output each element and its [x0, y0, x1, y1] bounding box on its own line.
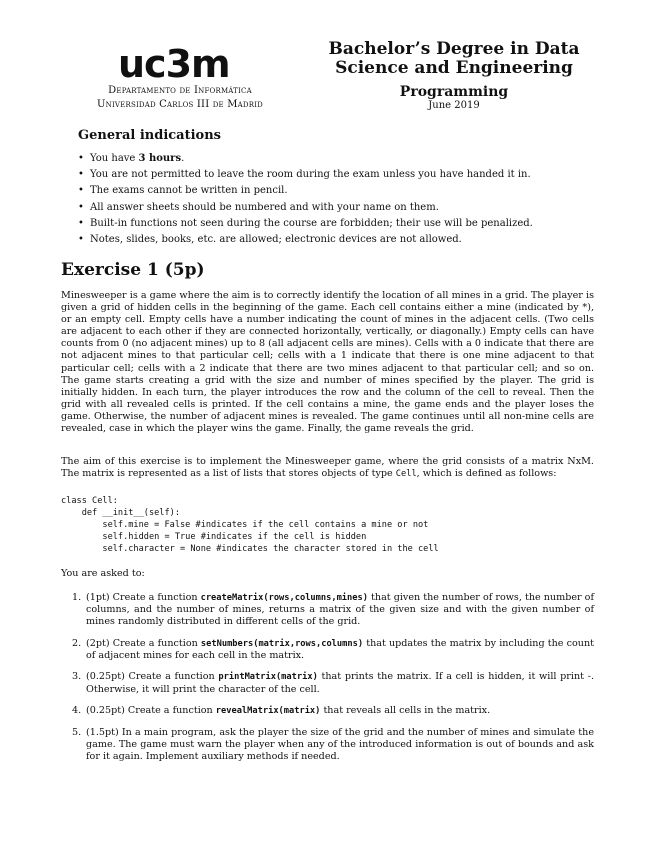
exercise-title: Exercise 1 (5p) — [61, 260, 205, 280]
exam-date: June 2019 — [428, 100, 480, 111]
list-item: 1. (1pt) Create a function createMatrix(rows,columns,mines) that given the number of rows, the number of columns, and the number of mines, returns a matrix of the given size and with the given number of mines randomly distributed in different cells of the grid. — [72, 592, 594, 628]
function-signature: createMatrix(rows,columns,mines) — [200, 593, 368, 603]
department-name: Departamento de Informática — [108, 85, 252, 96]
list-item: • Built-in functions not seen during the course are forbidden; their use will be penalized. — [78, 216, 578, 232]
tasks-intro: You are asked to: — [61, 568, 145, 579]
list-item: • Notes, slides, books, etc. are allowed; electronic devices are not allowed. — [78, 232, 578, 248]
exercise-aim: The aim of this exercise is to implement the Minesweeper game, where the grid consists of a matrix NxM. The matrix is represented as a list of lists that stores objects of type Cell, which is defined as follows: — [61, 456, 594, 480]
inline-code: Cell — [395, 469, 417, 480]
list-item: 4. (0.25pt) Create a function revealMatrix(matrix) that reveals all cells in the matrix. — [72, 705, 491, 717]
university-name: Universidad Carlos III de Madrid — [97, 99, 263, 110]
degree-title — [320, 40, 588, 78]
list-item: 5. (1.5pt) In a main program, ask the player the size of the grid and the number of mines and simulate the game. The game must warn the player when any of the introduced information is out of bounds and ask for it again. Implement auxiliary methods if needed. — [72, 726, 594, 762]
department-block — [60, 84, 300, 112]
list-item: • All answer sheets should be numbered and with your name on them. — [78, 200, 578, 216]
uc3m-logo — [118, 46, 244, 82]
code-block: class Cell: def __init__(self): self.mine = False #indicates if the cell contains a mine or not self.hidden = True #indicates if the cell is hidden self.character = None #indicates the character stored in the cell — [61, 496, 439, 555]
list-item: 2. (2pt) Create a function setNumbers(matrix,rows,columns) that updates the matrix by including the count of adjacent mines for each cell in the matrix. — [72, 637, 594, 661]
list-item: • The exams cannot be written in pencil. — [78, 183, 578, 199]
list-item: 3. (0.25pt) Create a function printMatrix(matrix) that prints the matrix. If a cell is hidden, it will print -. Otherwise, it will print the character of the cell. — [72, 671, 594, 695]
general-indications-title: General indications — [78, 128, 221, 143]
subject-title: Programming — [399, 84, 509, 100]
exercise-description: Minesweeper is a game where the aim is to correctly identify the location of all mines in a grid. The player is given a grid of hidden cells in the beginning of the game. Each cell contains either a mine (indicated by *), or an empty cell. Empty cells have a number indicating the count of mines in the adjacent cells. (Two cells are adjacent to each other if they are connected horizontally, vertically, or diagonally.) Empty cells can have counts from 0 (no adjacent mines) up to 8 (all adjacent cells are mines). Cells with a 0 indicate that there are not adjacent mines to that particular cell; cells with a 1 indicate that there is one mine adjacent to that particular cell; cells with a 2 indicate that there are two mines adjacent to that particular cell; and so on. The game starts creating a grid with the size and number of mines specified by the player. The grid is initially hidden. In each turn, the player introduces the row and the column of the cell to reveal. Then the grid with all revealed cells is printed. If the cell contains a mine, the game ends and the player loses the game. Otherwise, the number of adjacent mines is revealed. The game continues until all non-mine cells are revealed, case in which the player wins the game. Finally, the game reveals the grid. — [61, 290, 594, 435]
function-signature: revealMatrix(matrix) — [215, 706, 321, 717]
list-item: • You are not permitted to leave the room during the exam unless you have handed it in. — [78, 167, 578, 183]
function-signature: printMatrix(matrix) — [218, 672, 318, 683]
function-signature: setNumbers(matrix,rows,columns) — [200, 638, 364, 649]
list-item: • You have 3 hours. — [78, 151, 578, 167]
general-indications-list — [78, 151, 578, 248]
degree-line-2: Science and Engineering — [335, 58, 573, 78]
degree-line-1: Bachelor’s Degree in Data — [328, 39, 580, 59]
logo-text: uc3m — [118, 46, 230, 82]
task-list — [61, 592, 594, 773]
